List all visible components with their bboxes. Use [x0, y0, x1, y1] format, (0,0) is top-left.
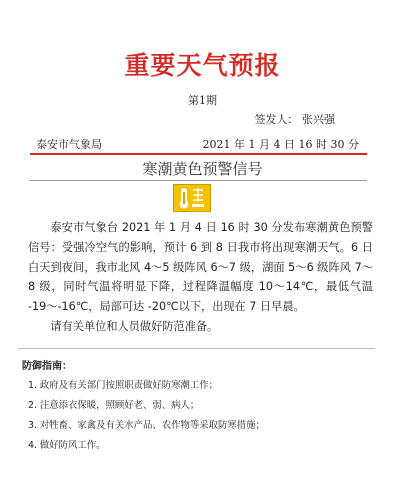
- list-item: 1. 政府及有关部门按照职责做好防寒潮工作；: [28, 380, 219, 391]
- cold-wave-yellow-warning-icon: [173, 184, 211, 212]
- bulletin-paragraph: 泰安市气象台 2021 年 1 月 4 日 16 时 30 分发布寒潮黄色预警信号：受强冷空气的影响，预计 6 到 8 日我市将出现寒潮天气。6 日白天到夜间，我市北风 4～5 级阵风 6～7 级，湖面 5～6 级阵风 7～8 级，同时气温将明显下降，过程降温幅度 10～14℃，最低气温 -19～-16℃，局部可达 -20℃以下，出现在 7 日早晨。: [28, 221, 373, 314]
- issue-datetime: 2021 年 1 月 4 日 16 时 30 分: [202, 138, 359, 151]
- divider: [18, 348, 375, 349]
- report-title: 重要天气预报: [124, 51, 281, 80]
- list-item: 4. 做好防风工作。: [28, 440, 106, 451]
- signer: 签发人： 张兴强: [254, 113, 335, 126]
- bulletin-body: [28, 218, 373, 337]
- bulletin-title: 寒潮黄色预警信号: [142, 160, 263, 178]
- defense-guide-title: 防御指南：: [22, 361, 72, 372]
- defense-guide-list: [28, 376, 265, 456]
- list-item: 3. 对牲畜、家禽及有关水产品、农作物等采取防寒措施；: [28, 420, 265, 431]
- list-item: 2. 注意添衣保暖，照顾好老、弱、病人；: [28, 400, 200, 411]
- issuer-line: [36, 136, 359, 152]
- bulletin-paragraph: 请有关单位和人员做好防范准备。: [50, 319, 219, 333]
- divider: [30, 180, 367, 181]
- red-divider: [30, 153, 367, 155]
- issue-number: 第1期: [188, 94, 217, 107]
- agency-name: 泰安市气象局: [36, 138, 102, 151]
